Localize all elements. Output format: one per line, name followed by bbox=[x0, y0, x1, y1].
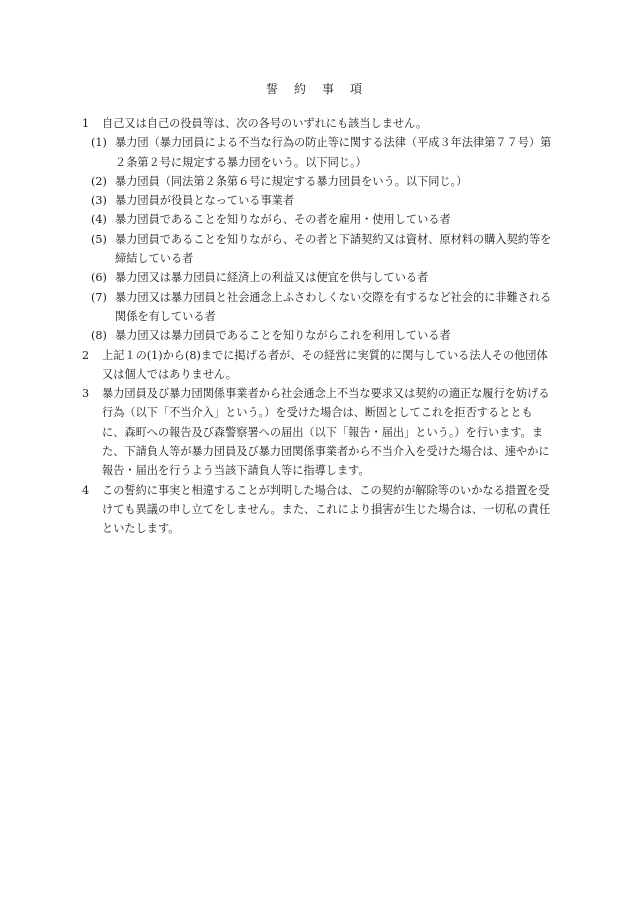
item-number: 4 bbox=[82, 483, 90, 497]
pledge-item-2 bbox=[82, 346, 552, 385]
sub-item-text: 暴力団員が役員となっている事業者 bbox=[115, 194, 295, 208]
item-text: 暴力団員及び暴力団関係事業者から社会通念上不当な要求又は契約の適正な履行を妨げる行為（以下「不当介入」という。）を受けた場合は、断固としてこれを拒否するとともに、森町への報告及び森警察署への届出（以下「報告・届出」という。）を行います。また、下請負人等が暴力団員及び暴力団関係事業者から不当介入を受けた場合は、速やかに報告・届出を行うよう当該下請負人等に指導します。 bbox=[102, 387, 550, 478]
sub-item-3 bbox=[82, 191, 552, 210]
sub-item-text: 暴力団員であることを知りながら、その者を雇用・使用している者 bbox=[115, 213, 451, 227]
sub-item-number: (6) bbox=[91, 271, 107, 285]
item-text: この誓約に事実と相違することが判明した場合は、この契約が解除等のいかなる措置を受けても異議の申し立てをしません。また、これにより損害が生じた場合は、一切私の責任といたします。 bbox=[102, 483, 551, 536]
pledge-item-1 bbox=[82, 114, 552, 346]
sub-item-number: (3) bbox=[91, 194, 107, 208]
sub-item-6 bbox=[82, 268, 552, 287]
item-text: 自己又は自己の役員等は、次の各号のいずれにも該当しません。 bbox=[102, 117, 428, 130]
pledge-body bbox=[82, 114, 552, 539]
sub-item-1 bbox=[82, 133, 552, 172]
pledge-item-3 bbox=[82, 384, 552, 480]
sub-item-text: 暴力団（暴力団員による不当な行為の防止等に関する法律（平成３年法律第７７号）第２条第２号に規定する暴力団をいう。以下同じ。） bbox=[115, 136, 552, 169]
sub-item-text: 暴力団又は暴力団員に経済上の利益又は便宜を供与している者 bbox=[115, 271, 429, 285]
item-number: 2 bbox=[82, 348, 90, 362]
item-number: 1 bbox=[82, 117, 90, 130]
sub-item-number: (8) bbox=[91, 329, 107, 343]
sub-item-number: (4) bbox=[91, 213, 107, 227]
sub-item-2 bbox=[82, 172, 552, 191]
sub-item-4 bbox=[82, 210, 552, 229]
sub-item-text: 暴力団又は暴力団員であることを知りながらこれを利用している者 bbox=[115, 329, 451, 343]
sub-item-text: 暴力団又は暴力団員と社会通念上ふさわしくない交際を有するなど社会的に非難される関係を有している者 bbox=[115, 290, 552, 323]
sub-item-number: (7) bbox=[91, 290, 107, 304]
sub-item-number: (2) bbox=[91, 174, 107, 188]
item-text: 上記１の(1)から(8)までに掲げる者が、その経営に実質的に関与している法人その他団体又は個人ではありません。 bbox=[102, 348, 548, 381]
sub-item-text: 暴力団員（同法第２条第６号に規定する暴力団員をいう。以下同じ。） bbox=[115, 174, 468, 188]
sub-item-7 bbox=[82, 288, 552, 327]
sub-item-8 bbox=[82, 326, 552, 345]
sub-item-text: 暴力団員であることを知りながら、その者と下請契約又は資材、原材料の購入契約等を締結している者 bbox=[115, 232, 552, 266]
sub-item-5 bbox=[82, 230, 552, 269]
sub-item-number: (1) bbox=[91, 136, 107, 150]
item-number: 3 bbox=[82, 387, 90, 401]
sub-item-number: (5) bbox=[91, 232, 107, 246]
page-title: 誓 約 事 項 bbox=[265, 82, 364, 96]
pledge-item-4 bbox=[82, 481, 552, 539]
